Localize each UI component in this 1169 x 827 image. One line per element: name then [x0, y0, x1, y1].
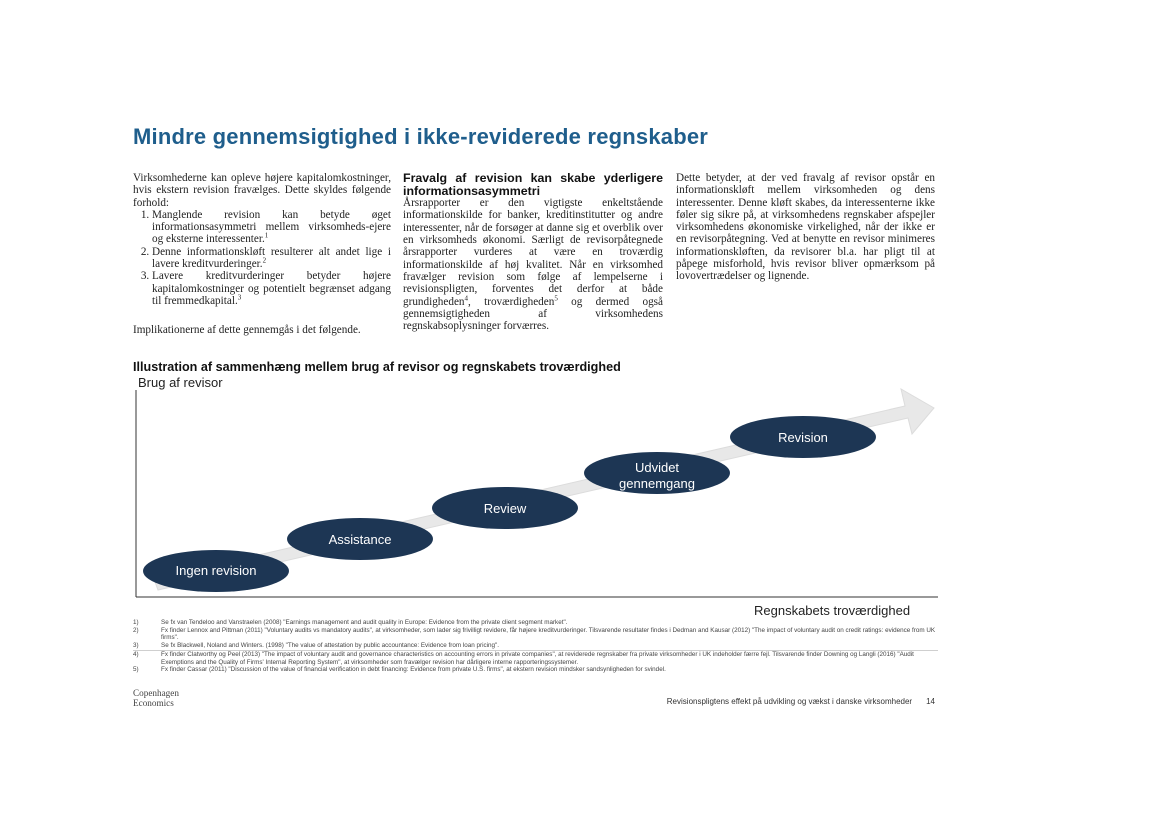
footnote-ref: 2 — [262, 256, 267, 265]
footnote-ref: 3 — [237, 293, 242, 302]
page-title: Mindre gennemsigtighed i ikke-reviderede regnskaber — [133, 124, 709, 149]
illustration-title: Illustration af sammenhæng mellem brug af revisor og regnskabets troværdighed — [133, 360, 621, 374]
stage-assistance — [287, 518, 433, 560]
stage-udvidet-gennemgang — [584, 452, 730, 494]
footnotes — [133, 619, 938, 674]
footer-title: Revisionspligtens effekt på udvikling og vækst i danske virksomheder — [666, 697, 913, 706]
body-text: Dette betyder, at der ved fravalg af revisor opstår en informationskløft mellem virksomheden og dens interessenter. Denne kløft skabes, da interessenterne ikke føler sig sikre på, at virksomhedens regnskaber afspejler virksomhedens økonomiske virkelighed, når der ikke er en revisorpåtegning. Ved at benytte en revisor minimeres informationskløften, da revisorer bl.a. har pligt til at påpege misforhold, hvis revisor bliver opmærksom på lovovertrædelser og lignende. — [676, 172, 935, 283]
footnote: 1) Se fx van Tendeloo and Vanstraelen (2008) "Earnings management and audit quality in Europe: Evidence from the private client segment market". — [133, 619, 568, 626]
stage-label-line2: gennemgang — [619, 476, 695, 491]
stage-review — [432, 487, 578, 529]
stage-label: Review — [483, 501, 527, 516]
list-item: 1. Manglende revision kan betyde øget informationsasymmetri mellem virksomheds-ejere og eksterne interessenter.$^1$ — [152, 209, 391, 246]
copenhagen-economics-logo: Copenhagen Economics — [133, 688, 179, 708]
implication-text: Implikationerne af dette gennemgås i det følgende. — [133, 324, 361, 337]
footnote-ref: 4 — [464, 293, 469, 302]
stage-revision — [730, 416, 876, 458]
body-text: Årsrapporter er den vigtigste enkeltstående informationskilde for banker, kreditinstitutter og andre interessenter, når de forsøger at danne sig et overblik over en virksomheds økonomi. Særligt de revisorpåtegnede årsrapporter vurderes at være en troværdig informationskilde af høj kvalitet. Når en virksomhed fravælger revision som følge af lempelserne i revisionspligten, forventes det derfor at både grundigheden$^4$, troværdigheden$^5$ og dermed også gennemsigtigheden af virksomhedens regnskabsoplysninger forværres. — [403, 197, 663, 333]
footnote: 3) Se fx Blackwell, Noland and Winters. (1998) "The value of attestation by public accountance: Evidence from loan pricing". — [133, 642, 938, 651]
stage-label: Ingen revision — [175, 563, 257, 578]
y-axis-label: Brug af revisor — [138, 375, 223, 390]
intro-text: Virksomhederne kan opleve højere kapitalomkostninger, hvis ekstern revision fravælges. Dette skyldes følgende forhold: — [133, 172, 391, 209]
stage-label: Assistance — [328, 532, 392, 547]
page-footer — [667, 697, 935, 706]
footnote-ref: 1 — [264, 231, 269, 240]
footnote-ref: 5 — [554, 293, 558, 302]
footnote: 5) Fx finder Cassar (2011) "Discussion of the value of financial verification in debt financing: Evidence from private U.S. firms", at ekstern revision mindsker sandsynligheden for svindel. — [133, 666, 666, 674]
x-axis-label: Regnskabets troværdighed — [754, 603, 911, 618]
page-number: 14 — [926, 697, 935, 706]
stage-ingen-revision — [143, 550, 289, 592]
stage-label: Revision — [778, 430, 828, 445]
stage-label: Udvidet — [634, 460, 680, 475]
list-item: 3. Lavere kreditvurderinger betyder højere kapitalomkostninger og potentielt begrænset adgang til fremmedkapital.$^3$ — [152, 270, 391, 307]
footnote: 4) Fx finder Clatworthy og Peel (2013) "The impact of voluntary audit and governance characteristics on accounting errors in private companies", at reviderede regnskaber fra private virksomheder i UK indeholder færre fejl. Tilsvarende finder Downing og Langli (2016) "Audit Exemptions and the Quality of Firms' Internal Reporting System", at virksomheder som fravælger revision har dårligere interne rapporteringssystemer. — [133, 650, 914, 666]
section-heading: Fravalg af revision kan skabe yderligere informationsasymmetri — [403, 171, 663, 198]
list-item: 2. Denne informationskløft resulterer alt andet lige i lavere kreditvurderinger.$^2$ — [152, 246, 391, 271]
footnote: 2) Fx finder Lennox and Pittman (2011) "Voluntary audits vs mandatory audits", at virksomheder, som lader sig frivilligt revidere, får højere kreditvurderinger. Tilsvarende resultater findes i Dedman and Kausar (2012) "The impact of voluntary audit on credit ratings: evidence from UK firms". — [133, 626, 936, 642]
